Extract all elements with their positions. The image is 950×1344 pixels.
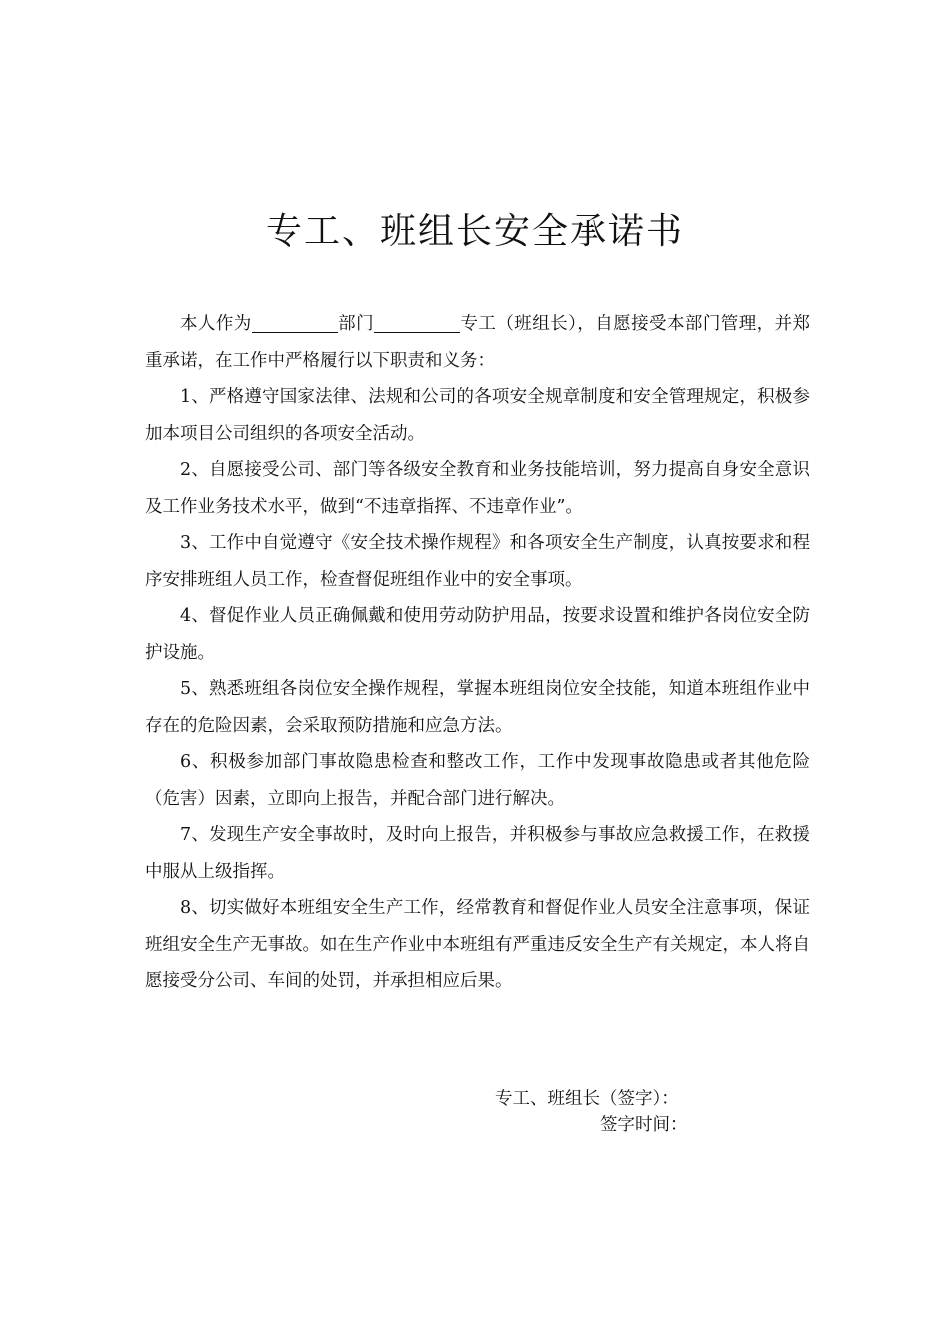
department-blank — [252, 312, 338, 333]
intro-text-1: 本人作为 — [180, 314, 252, 334]
intro-text-2: 部门 — [337, 314, 375, 334]
commitment-item-6: 6、积极参加部门事故隐患检查和整改工作，工作中发现事故隐患或者其他危险（危害）因素，立即向上报告，并配合部门进行解决。 — [145, 752, 810, 809]
commitment-item-5: 5、熟悉班组各岗位安全操作规程，掌握本班组岗位安全技能，知道本班组作业中存在的危险因素，会采取预防措施和应急方法。 — [145, 679, 810, 736]
sign-date-label: 签字时间： — [600, 1115, 688, 1135]
position-blank — [374, 312, 460, 333]
commitment-item-1: 1、严格遵守国家法律、法规和公司的各项安全规章制度和安全管理规定，积极参加本项目公司组织的各项安全活动。 — [145, 387, 810, 444]
signature-block — [495, 1086, 695, 1138]
commitment-body — [145, 306, 810, 1000]
commitment-item-3: 3、工作中自觉遵守《安全技术操作规程》和各项安全生产制度，认真按要求和程序安排班组人员工作，检查督促班组作业中的安全事项。 — [145, 533, 810, 590]
commitment-item-2: 2、自愿接受公司、部门等各级安全教育和业务技能培训，努力提高自身安全意识及工作业务技术水平，做到“不违章指挥、不违章作业”。 — [145, 460, 810, 517]
intro-paragraph — [145, 306, 810, 379]
intro-text-3: 专工（班组长），自愿接受本部门管理，并郑重承诺，在工作中严格履行以下职责和义务： — [145, 314, 811, 371]
signer-label: 专工、班组长（签字）： — [495, 1089, 679, 1109]
commitment-item-4: 4、督促作业人员正确佩戴和使用劳动防护用品，按要求设置和维护各岗位安全防护设施。 — [145, 606, 810, 663]
commitment-item-8: 8、切实做好本班组安全生产工作，经常教育和督促作业人员安全注意事项，保证班组安全生产无事故。如在生产作业中本班组有严重违反安全生产有关规定，本人将自愿接受分公司、车间的处罚，并承担相应后果。 — [145, 898, 810, 991]
document-title: 专工、班组长安全承诺书 — [265, 211, 684, 252]
commitment-item-7: 7、发现生产安全事故时，及时向上报告，并积极参与事故应急救援工作，在救援中服从上级指挥。 — [145, 825, 810, 882]
